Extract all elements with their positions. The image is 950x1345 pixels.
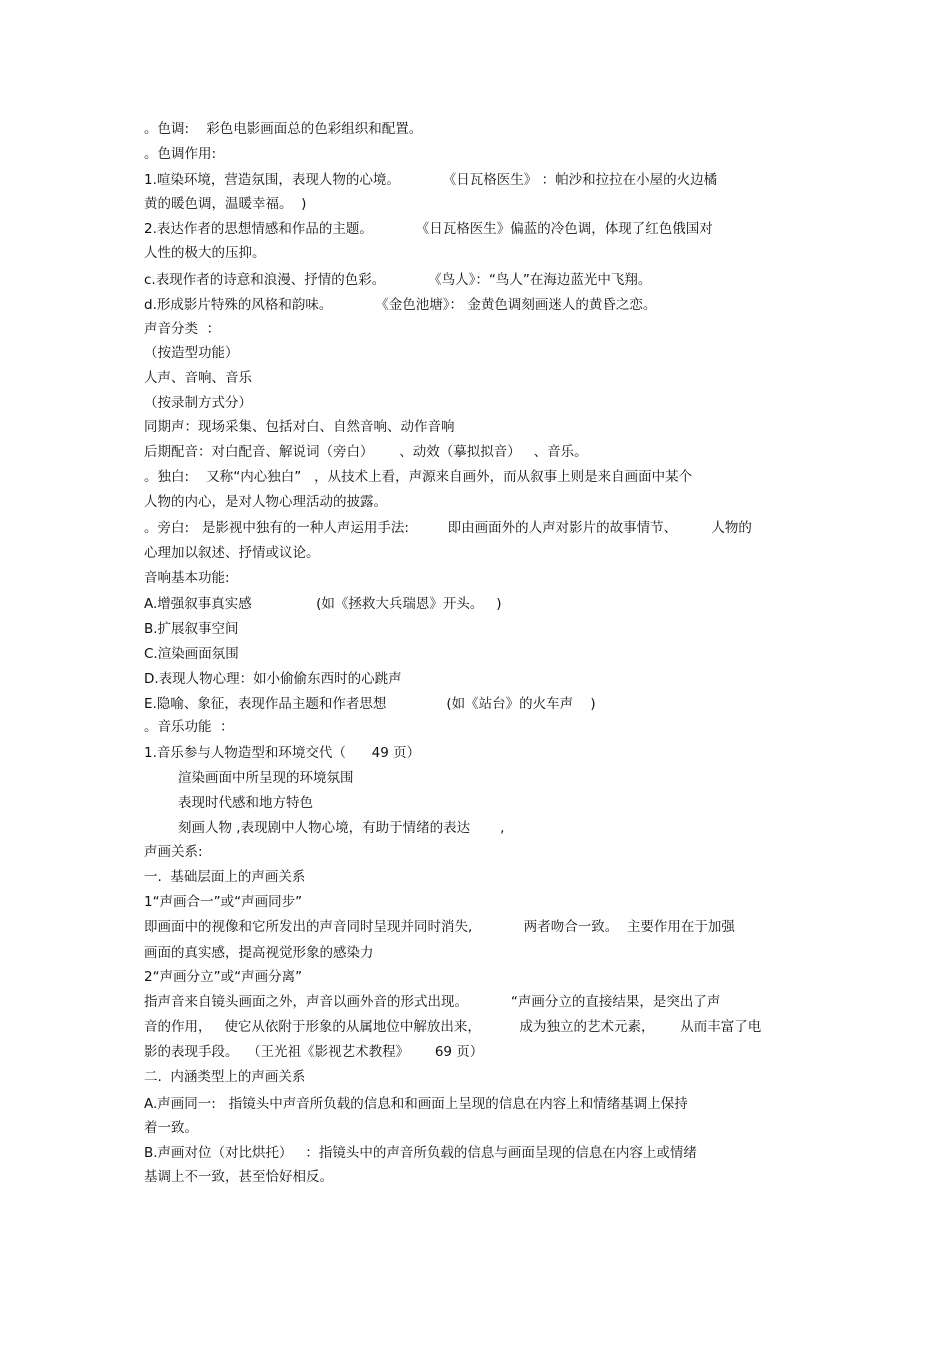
text-line: 人物的内心，是对人物心理活动的披露。 — [144, 494, 387, 510]
text-line: 人声、音响、音乐 — [144, 370, 252, 386]
text-line: D.表现人物心理：如小偷偷东西时的心跳声 — [144, 671, 402, 687]
text-line: 着一致。 — [144, 1120, 198, 1136]
text-line: 一. 基础层面上的声画关系 — [144, 869, 306, 885]
text-line: 画面的真实感，提高视觉形象的感染力 — [144, 945, 374, 961]
text-line: c.表现作者的诗意和浪漫、抒情的色彩。 《鸟人》：“鸟人”在海边蓝光中飞翔。 — [144, 272, 652, 288]
text-line: 同期声：现场采集、包括对白、自然音响、动作音响 — [144, 419, 455, 435]
text-line: （按录制方式分） — [144, 395, 252, 411]
text-line: 基调上不一致，甚至恰好相反。 — [144, 1169, 333, 1185]
text-line: 音响基本功能: — [144, 570, 230, 586]
text-line: 。音乐功能 ： — [144, 719, 234, 735]
text-line: 音的作用， 使它从依附于形象的从属地位中解放出来， 成为独立的艺术元素， 从而丰富了电 — [144, 1019, 762, 1035]
text-line: 声音分类 ： — [144, 321, 221, 337]
text-line: 。旁白: 是影视中独有的一种人声运用手法: 即由画面外的人声对影片的故事情节、 人物的 — [144, 520, 752, 536]
text-line: 影的表现手段。 （王光祖《影视艺术教程》 69 页） — [144, 1044, 484, 1060]
text-line: 指声音来自镜头画面之外，声音以画外音的形式出现。 “声画分立的直接结果，是突出了声 — [144, 994, 721, 1010]
text-line: A.增强叙事真实感 (如《拯救大兵瑞恩》开头。 ) — [144, 596, 502, 612]
text-line: 声画关系: — [144, 844, 203, 860]
text-line: 2.表达作者的思想情感和作品的主题。 《日瓦格医生》偏蓝的冷色调，体现了红色俄国对 — [144, 221, 713, 237]
text-line: 渲染画面中所呈现的环境氛围 — [178, 770, 354, 786]
text-line: 1“声画合一”或“声画同步” — [144, 894, 303, 910]
text-line: 心理加以叙述、抒情或议论。 — [144, 545, 320, 561]
text-line: E.隐喻、象征，表现作品主题和作者思想 (如《站台》的火车声 ) — [144, 696, 596, 712]
text-line: 。色调作用: — [144, 146, 217, 162]
text-line: 刻画人物 ,表现剧中人物心境，有助于情绪的表达 , — [178, 820, 505, 836]
text-line: 2“声画分立”或“声画分离” — [144, 969, 303, 985]
text-line: 1.音乐参与人物造型和环境交代（ 49 页） — [144, 745, 421, 761]
text-line: C.渲染画面氛围 — [144, 646, 239, 662]
text-line: 人性的极大的压抑。 — [144, 245, 266, 261]
text-line: B.扩展叙事空间 — [144, 621, 239, 637]
text-line: （按造型功能） — [144, 345, 239, 361]
text-line: d.形成影片特殊的风格和韵味。 《金色池塘》： 金黄色调刻画迷人的黄昏之恋。 — [144, 297, 657, 313]
text-line: A.声画同一: 指镜头中声音所负载的信息和和画面上呈现的信息在内容上和情绪基调上保持 — [144, 1096, 688, 1112]
text-line: 即画面中的视像和它所发出的声音同时呈现并同时消失, 两者吻合一致。 主要作用在于加强 — [144, 919, 735, 935]
text-line: 1.喧染环境，营造氛围，表现人物的心境。 《日瓦格医生》 ：帕沙和拉拉在小屋的火边橘 — [144, 172, 718, 188]
text-line: 后期配音：对白配音、解说词（旁白） 、动效（摹拟拟音） 、音乐。 — [144, 444, 588, 460]
text-line: 二. 内涵类型上的声画关系 — [144, 1069, 306, 1085]
text-line: 黄的暖色调，温暖幸福。 ) — [144, 196, 307, 212]
text-line: 。色调: 彩色电影画面总的色彩组织和配置。 — [144, 121, 423, 137]
text-line: 表现时代感和地方特色 — [178, 795, 313, 811]
text-line: B.声画对位（对比烘托） ：指镜头中的声音所负载的信息与画面呈现的信息在内容上或情绪 — [144, 1145, 697, 1161]
text-line: 。独白: 又称“内心独白” ，从技术上看，声源来自画外，而从叙事上则是来自画面中某个 — [144, 469, 693, 485]
